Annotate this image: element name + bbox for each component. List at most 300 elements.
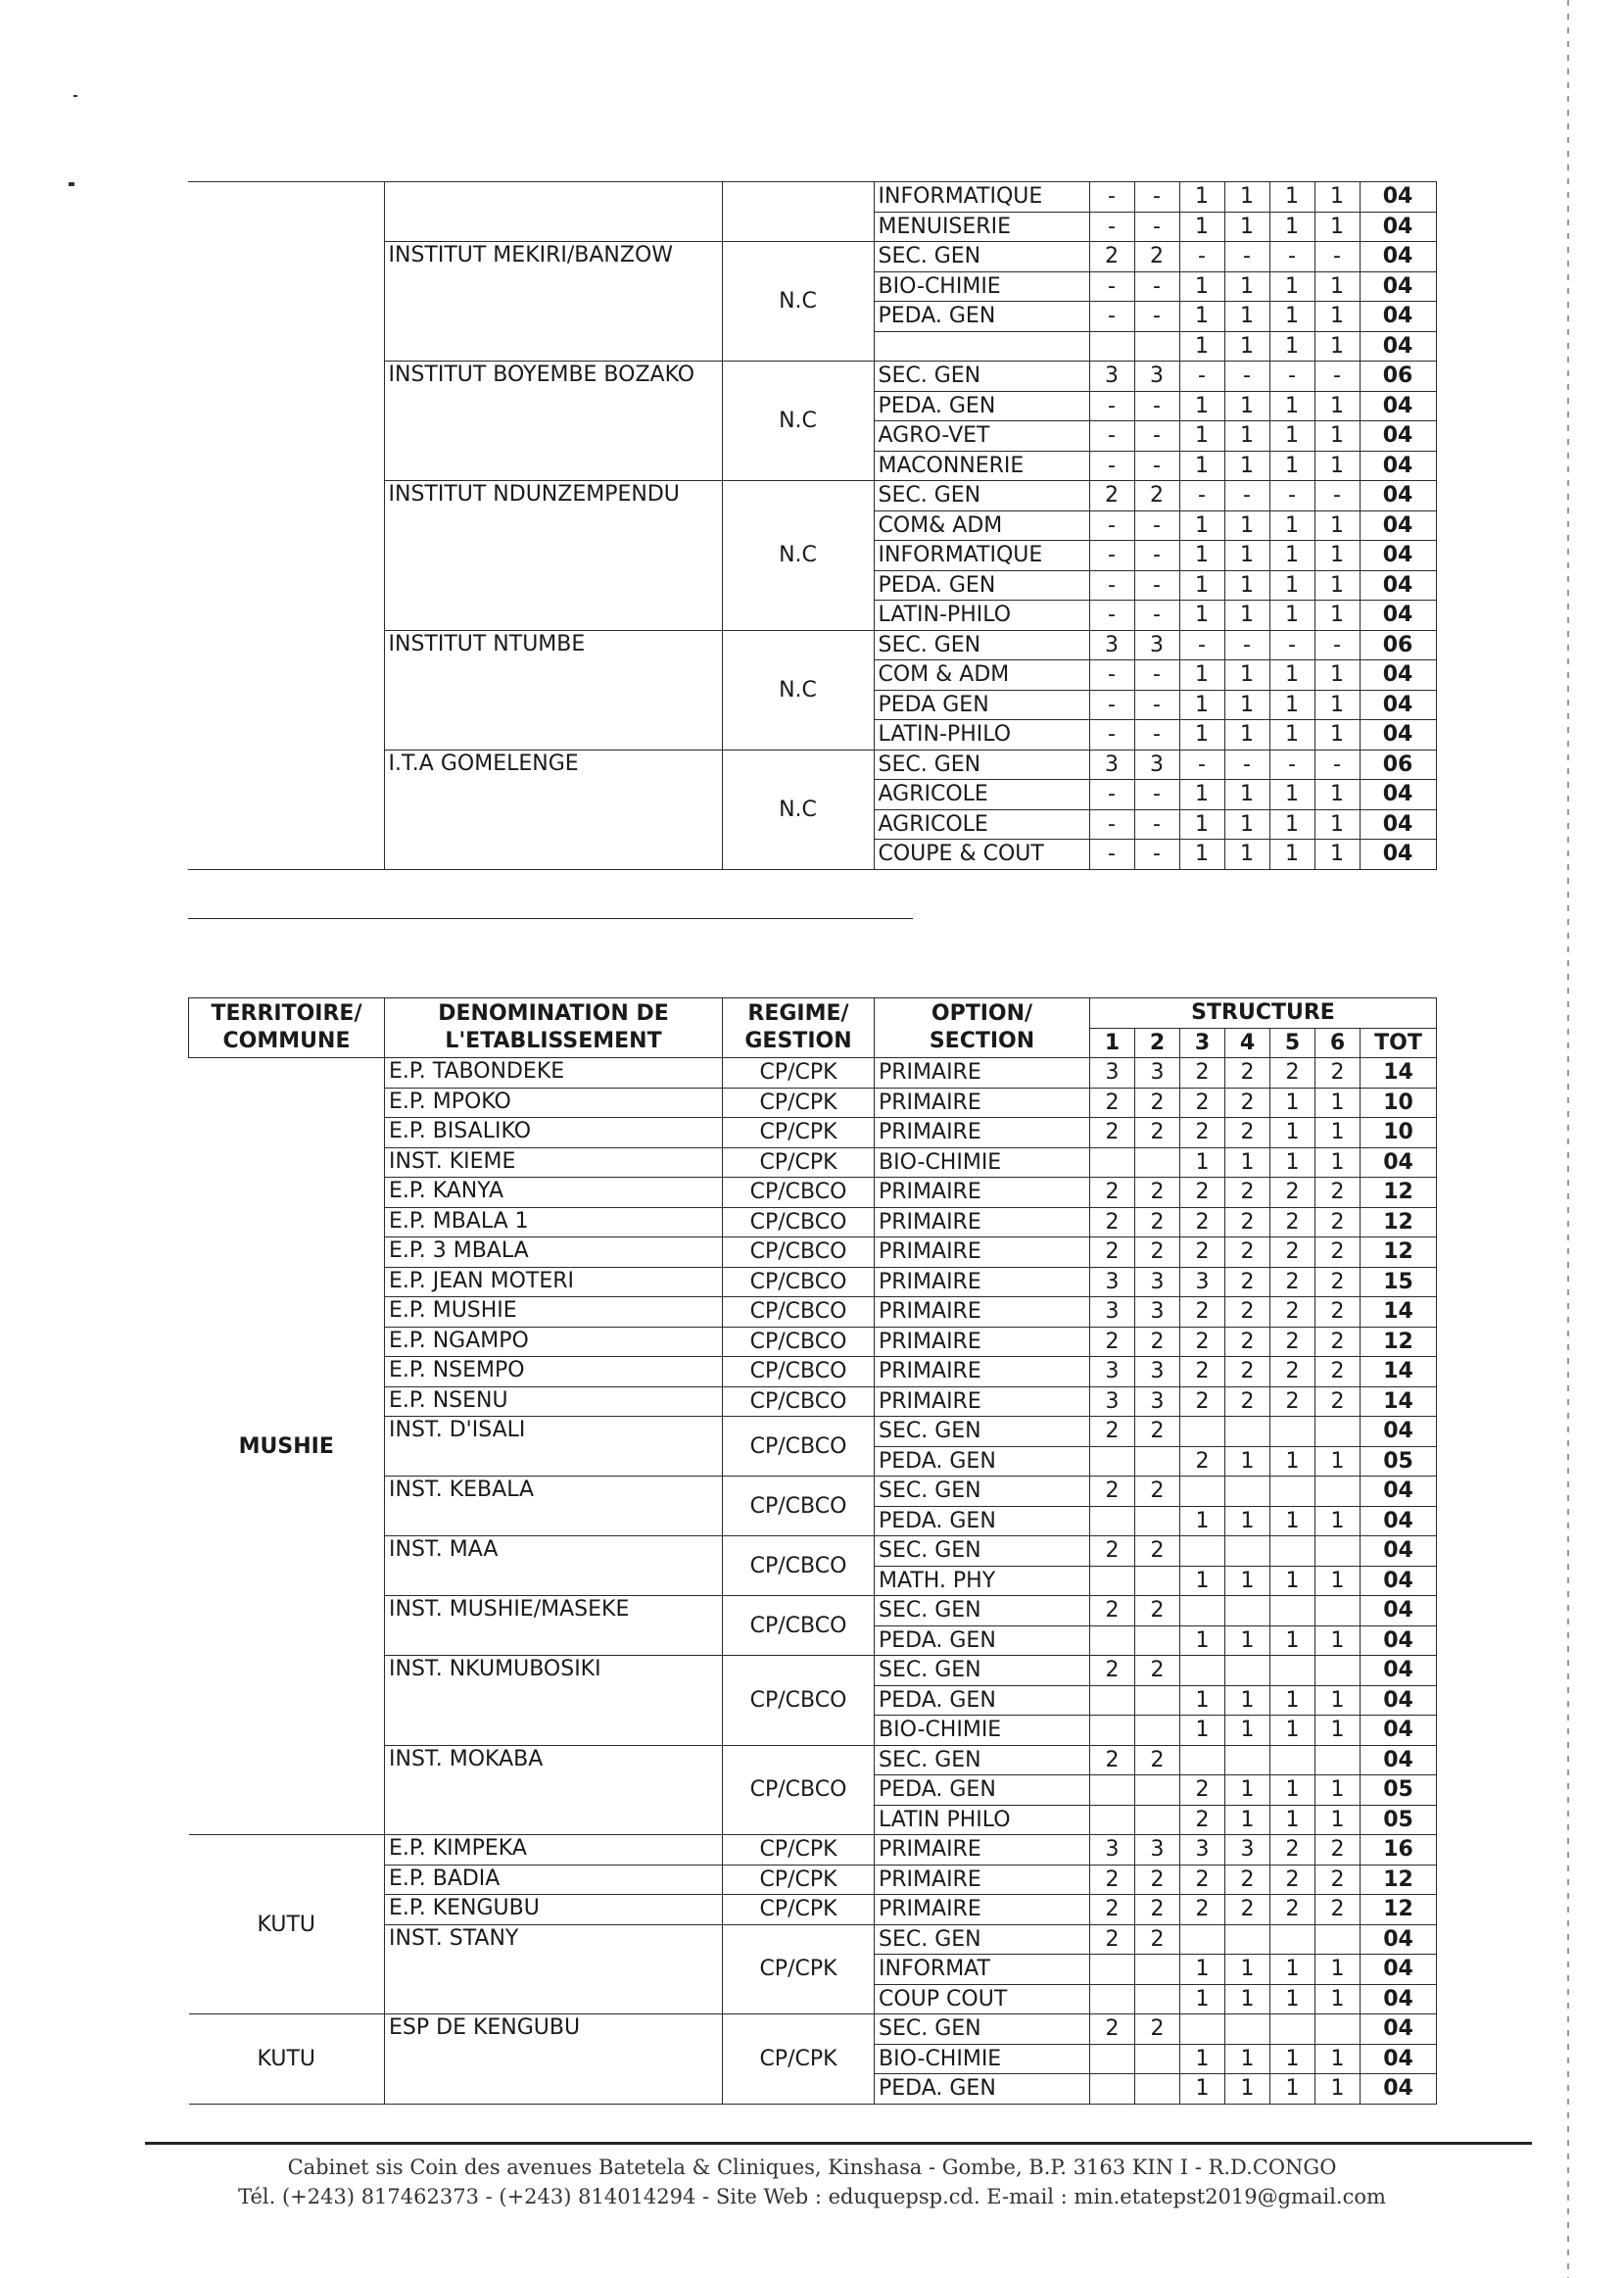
structure-year-5: 2 [1270, 1207, 1315, 1237]
regime-gestion: CP/CPK [723, 1118, 875, 1148]
structure-year-5 [1270, 1596, 1315, 1626]
structure-year-4 [1225, 1477, 1270, 1507]
structure-year-6 [1315, 1417, 1361, 1447]
structure-total: 04 [1361, 1745, 1437, 1775]
structure-year-4: 1 [1224, 690, 1269, 720]
structure-year-2 [1135, 1685, 1180, 1716]
structure-year-3 [1180, 1656, 1225, 1686]
structure-year-6: 2 [1315, 1327, 1361, 1357]
structure-year-3: 2 [1180, 1386, 1225, 1417]
structure-total: 10 [1361, 1088, 1437, 1118]
establishment-name: E.P. NGAMPO [385, 1327, 723, 1357]
structure-year-4: 1 [1224, 421, 1269, 452]
structure-year-2: 2 [1135, 2014, 1180, 2045]
structure-total: 04 [1361, 2074, 1437, 2105]
structure-year-2: 3 [1134, 362, 1179, 392]
structure-year-6: 2 [1315, 1237, 1361, 1268]
structure-year-4: 1 [1224, 541, 1269, 571]
structure-year-6: - [1314, 481, 1360, 511]
structure-year-1 [1090, 1685, 1135, 1716]
structure-year-4: 1 [1224, 302, 1269, 332]
establishment-name: E.P. KANYA [385, 1178, 723, 1208]
structure-year-2: 2 [1134, 481, 1179, 511]
structure-year-1 [1090, 1506, 1135, 1536]
structure-year-3: 2 [1180, 1058, 1225, 1089]
establishment-name [384, 182, 722, 242]
structure-year-6: - [1314, 362, 1360, 392]
structure-total: 04 [1361, 1625, 1437, 1656]
structure-year-6: 2 [1315, 1267, 1361, 1297]
structure-year-4: 1 [1224, 840, 1269, 870]
structure-total: 06 [1360, 630, 1436, 660]
regime-gestion: CP/CPK [723, 1147, 875, 1178]
structure-year-6: 1 [1314, 391, 1360, 421]
structure-year-1: - [1089, 421, 1134, 452]
structure-year-5: 1 [1269, 780, 1314, 810]
structure-total: 04 [1360, 182, 1436, 213]
option-section: SEC. GEN [874, 750, 1089, 780]
structure-year-4 [1225, 1536, 1270, 1567]
structure-year-3: 2 [1180, 1237, 1225, 1268]
regime-gestion: CP/CBCO [723, 1536, 875, 1596]
structure-year-6: 1 [1315, 1685, 1361, 1716]
option-section: AGRICOLE [874, 809, 1089, 840]
structure-year-4: 1 [1224, 182, 1269, 213]
structure-year-6: 1 [1314, 302, 1360, 332]
structure-year-6: 1 [1314, 601, 1360, 631]
structure-year-3: 2 [1180, 1357, 1225, 1387]
structure-year-5: 1 [1270, 1506, 1315, 1536]
regime-gestion: N.C [722, 481, 874, 631]
structure-year-3: 1 [1179, 331, 1224, 362]
structure-year-2: - [1134, 720, 1179, 751]
establishment-name: E.P. MBALA 1 [385, 1207, 723, 1237]
structure-year-5: 1 [1269, 331, 1314, 362]
establishment-name: I.T.A GOMELENGE [384, 750, 722, 869]
option-section: PEDA. GEN [875, 2074, 1090, 2105]
structure-year-3: 1 [1180, 1955, 1225, 1985]
structure-year-6: 1 [1315, 2044, 1361, 2074]
structure-year-4: 1 [1225, 2074, 1270, 2105]
structure-year-6: 1 [1314, 660, 1360, 691]
structure-year-2 [1135, 1625, 1180, 1656]
structure-year-6: 1 [1315, 1716, 1361, 1746]
structure-year-4: 1 [1224, 570, 1269, 601]
header-col-year-2: 2 [1135, 1028, 1180, 1058]
structure-year-3: 1 [1179, 840, 1224, 870]
structure-year-1: 3 [1089, 630, 1134, 660]
establishment-name: E.P. NSEMPO [385, 1357, 723, 1387]
establishment-name: E.P. JEAN MOTERI [385, 1267, 723, 1297]
structure-year-5: 2 [1270, 1895, 1315, 1925]
option-section: COM& ADM [874, 510, 1089, 541]
structure-year-5: 1 [1269, 271, 1314, 302]
structure-year-5 [1270, 1477, 1315, 1507]
table-body [188, 182, 1436, 870]
structure-year-2: - [1134, 809, 1179, 840]
structure-year-4: 2 [1225, 1386, 1270, 1417]
structure-year-2: - [1134, 302, 1179, 332]
structure-total: 04 [1361, 1716, 1437, 1746]
establishment-name: E.P. KIMPEKA [385, 1835, 723, 1866]
establishment-name: INST. MOKABA [385, 1745, 723, 1835]
structure-year-6: - [1314, 630, 1360, 660]
structure-year-2 [1135, 1147, 1180, 1178]
structure-year-5: 1 [1270, 1685, 1315, 1716]
structure-year-5: - [1269, 242, 1314, 272]
option-section: PEDA. GEN [875, 1775, 1090, 1806]
structure-year-6: 1 [1314, 271, 1360, 302]
establishment-name: E.P. MUSHIE [385, 1297, 723, 1328]
structure-year-2 [1135, 2044, 1180, 2074]
structure-year-4 [1225, 1656, 1270, 1686]
structure-table [188, 997, 1437, 2105]
structure-total: 04 [1360, 690, 1436, 720]
structure-year-2: - [1134, 660, 1179, 691]
structure-total: 04 [1361, 1536, 1437, 1567]
option-section: INFORMATIQUE [874, 182, 1089, 213]
structure-year-5: 1 [1269, 541, 1314, 571]
structure-year-5 [1270, 1656, 1315, 1686]
structure-year-1 [1090, 2074, 1135, 2105]
establishment-name: E.P. MPOKO [385, 1088, 723, 1118]
header-col-year-5: 5 [1270, 1028, 1315, 1058]
option-section: SEC. GEN [875, 1656, 1090, 1686]
structure-year-4: 1 [1224, 391, 1269, 421]
structure-year-5: 2 [1270, 1865, 1315, 1895]
structure-year-6: 1 [1314, 421, 1360, 452]
structure-table-continued [188, 181, 1437, 870]
structure-year-5: 1 [1269, 302, 1314, 332]
structure-year-5: 2 [1270, 1327, 1315, 1357]
structure-total: 14 [1361, 1058, 1437, 1089]
structure-year-3 [1180, 1477, 1225, 1507]
structure-total: 12 [1361, 1178, 1437, 1208]
structure-year-2: 2 [1135, 1895, 1180, 1925]
establishment-name: INSTITUT BOYEMBE BOZAKO [384, 362, 722, 481]
structure-year-5: 2 [1270, 1237, 1315, 1268]
structure-year-4: - [1224, 750, 1269, 780]
structure-year-4: 2 [1225, 1267, 1270, 1297]
structure-total: 05 [1361, 1775, 1437, 1806]
structure-year-4 [1225, 1924, 1270, 1955]
structure-year-4: - [1224, 481, 1269, 511]
structure-year-1: - [1089, 780, 1134, 810]
structure-year-1: 3 [1090, 1058, 1135, 1089]
establishment-name: E.P. BISALIKO [385, 1118, 723, 1148]
structure-total: 12 [1361, 1327, 1437, 1357]
option-section: SEC. GEN [875, 2014, 1090, 2045]
option-section: PRIMAIRE [875, 1237, 1090, 1268]
structure-year-2: - [1134, 421, 1179, 452]
option-section: SEC. GEN [875, 1417, 1090, 1447]
structure-year-2: - [1134, 271, 1179, 302]
structure-year-5: 1 [1269, 720, 1314, 751]
header-denomination: DENOMINATION DE L'ETABLISSEMENT [385, 998, 723, 1058]
structure-year-2: 2 [1135, 1207, 1180, 1237]
structure-year-6: - [1314, 242, 1360, 272]
territoire-commune: KUTU [189, 1835, 385, 2014]
structure-year-1: - [1089, 451, 1134, 481]
structure-total: 04 [1360, 242, 1436, 272]
structure-year-2 [1135, 1775, 1180, 1806]
regime-gestion: CP/CPK [723, 1088, 875, 1118]
structure-year-5: 1 [1270, 1566, 1315, 1596]
regime-gestion: N.C [722, 630, 874, 750]
structure-year-6: 1 [1314, 840, 1360, 870]
structure-year-1: - [1089, 271, 1134, 302]
structure-year-2: - [1134, 690, 1179, 720]
structure-year-2: - [1134, 510, 1179, 541]
structure-year-4: 2 [1225, 1058, 1270, 1089]
establishment-name: INST. MUSHIE/MASEKE [385, 1596, 723, 1656]
structure-year-1: - [1089, 182, 1134, 213]
header-structure: STRUCTURE [1090, 998, 1437, 1029]
structure-year-3: 2 [1180, 1178, 1225, 1208]
option-section: MATH. PHY [875, 1566, 1090, 1596]
structure-year-6: 1 [1315, 1625, 1361, 1656]
structure-year-6: 2 [1315, 1835, 1361, 1866]
structure-total: 05 [1361, 1805, 1437, 1835]
structure-year-3: 3 [1180, 1267, 1225, 1297]
header-regime: REGIME/ GESTION [723, 998, 875, 1058]
footer-rule [145, 2142, 1532, 2145]
structure-year-3: 1 [1180, 1716, 1225, 1746]
regime-gestion: CP/CBCO [723, 1178, 875, 1208]
structure-total: 05 [1361, 1446, 1437, 1477]
structure-total: 04 [1360, 510, 1436, 541]
option-section: PEDA. GEN [874, 302, 1089, 332]
structure-total: 04 [1361, 1477, 1437, 1507]
structure-year-3 [1180, 1924, 1225, 1955]
structure-year-4 [1225, 1596, 1270, 1626]
regime-gestion: CP/CBCO [723, 1357, 875, 1387]
structure-year-6: 1 [1315, 1775, 1361, 1806]
option-section: PRIMAIRE [875, 1058, 1090, 1089]
option-section: SEC. GEN [874, 481, 1089, 511]
structure-year-5: 1 [1269, 570, 1314, 601]
regime-gestion: CP/CBCO [723, 1656, 875, 1746]
regime-gestion: CP/CBCO [723, 1386, 875, 1417]
structure-year-2: 2 [1135, 1745, 1180, 1775]
establishment-name: INSTITUT NTUMBE [384, 630, 722, 750]
structure-year-3: 1 [1180, 1685, 1225, 1716]
structure-total: 04 [1360, 391, 1436, 421]
structure-year-5 [1270, 1536, 1315, 1567]
structure-year-1 [1090, 2044, 1135, 2074]
structure-year-3: 1 [1179, 690, 1224, 720]
structure-year-5: 2 [1270, 1058, 1315, 1089]
option-section: SEC. GEN [875, 1477, 1090, 1507]
header-col-total: TOT [1361, 1028, 1437, 1058]
table-row [188, 182, 1436, 213]
structure-year-2: - [1134, 451, 1179, 481]
option-section: COM & ADM [874, 660, 1089, 691]
structure-year-2: 2 [1135, 1865, 1180, 1895]
table-bottom-rule [188, 918, 913, 919]
establishment-name: INSTITUT NDUNZEMPENDU [384, 481, 722, 631]
structure-year-6: 1 [1314, 451, 1360, 481]
option-section: PEDA. GEN [875, 1625, 1090, 1656]
establishment-name: INST. D'ISALI [385, 1417, 723, 1477]
structure-year-1: 2 [1090, 1745, 1135, 1775]
structure-year-1 [1090, 1716, 1135, 1746]
structure-year-3: 1 [1180, 1506, 1225, 1536]
structure-year-2: 3 [1135, 1297, 1180, 1328]
structure-year-1: - [1089, 391, 1134, 421]
structure-year-4: 1 [1225, 1506, 1270, 1536]
structure-year-1: 2 [1089, 481, 1134, 511]
structure-year-4: 1 [1225, 1805, 1270, 1835]
structure-year-3: - [1179, 242, 1224, 272]
structure-year-1 [1090, 1805, 1135, 1835]
structure-year-4: 1 [1225, 1446, 1270, 1477]
option-section: PEDA. GEN [875, 1506, 1090, 1536]
structure-year-3: 2 [1180, 1207, 1225, 1237]
option-section: SEC. GEN [874, 362, 1089, 392]
option-section: COUPE & COUT [874, 840, 1089, 870]
structure-year-1: - [1089, 660, 1134, 691]
establishment-name: E.P. BADIA [385, 1865, 723, 1895]
structure-year-1: 2 [1090, 1895, 1135, 1925]
structure-year-4: 1 [1224, 660, 1269, 691]
structure-year-5: 1 [1270, 2074, 1315, 2105]
structure-year-2: - [1134, 212, 1179, 242]
structure-year-4: 2 [1225, 1237, 1270, 1268]
footer-address: Cabinet sis Coin des avenues Batetela & Cliniques, Kinshasa - Gombe, B.P. 3163 KIN I - R.D.CONGO [287, 2156, 1337, 2179]
structure-total: 04 [1360, 451, 1436, 481]
structure-year-2: - [1134, 541, 1179, 571]
structure-year-5: 1 [1269, 660, 1314, 691]
regime-gestion: CP/CPK [723, 1058, 875, 1089]
structure-year-4: 2 [1225, 1297, 1270, 1328]
structure-year-6 [1315, 1745, 1361, 1775]
structure-year-2: 2 [1135, 1536, 1180, 1567]
option-section: SEC. GEN [874, 242, 1089, 272]
footer-contact: Tél. (+243) 817462373 - (+243) 814014294 - Site Web : eduquepsp.cd. E-mail : min.etatepst2019@gmail.com [238, 2185, 1386, 2208]
structure-year-2 [1135, 1955, 1180, 1985]
structure-year-4: - [1224, 362, 1269, 392]
structure-year-3: 1 [1180, 2074, 1225, 2105]
structure-year-5: 2 [1270, 1386, 1315, 1417]
structure-year-2: 3 [1134, 750, 1179, 780]
structure-year-6 [1315, 1656, 1361, 1686]
table-row [189, 2014, 1437, 2045]
establishment-name: ESP DE KENGUBU [385, 2014, 723, 2105]
structure-year-5 [1270, 1745, 1315, 1775]
structure-year-5: 1 [1269, 601, 1314, 631]
structure-year-5: 1 [1269, 391, 1314, 421]
structure-year-3: 1 [1179, 451, 1224, 481]
structure-year-2 [1135, 1446, 1180, 1477]
option-section: MENUISERIE [874, 212, 1089, 242]
structure-year-6: 1 [1315, 1088, 1361, 1118]
structure-year-5: 1 [1269, 451, 1314, 481]
structure-year-3: 1 [1179, 510, 1224, 541]
structure-year-3: 1 [1179, 541, 1224, 571]
regime-gestion: CP/CBCO [723, 1417, 875, 1477]
option-section: MACONNERIE [874, 451, 1089, 481]
structure-year-3: 1 [1179, 660, 1224, 691]
structure-year-5: 1 [1269, 421, 1314, 452]
structure-year-5: 1 [1270, 1147, 1315, 1178]
structure-total: 04 [1360, 212, 1436, 242]
structure-year-2 [1134, 331, 1179, 362]
option-section: PEDA. GEN [874, 570, 1089, 601]
structure-year-2 [1135, 1716, 1180, 1746]
structure-year-6: 2 [1315, 1058, 1361, 1089]
structure-year-6: 1 [1315, 2074, 1361, 2105]
structure-year-5: - [1269, 630, 1314, 660]
structure-year-1: 2 [1090, 1596, 1135, 1626]
structure-year-4: 2 [1225, 1207, 1270, 1237]
structure-year-1: 3 [1090, 1357, 1135, 1387]
structure-total: 04 [1360, 421, 1436, 452]
structure-year-1: 2 [1090, 1924, 1135, 1955]
structure-year-4: 2 [1225, 1178, 1270, 1208]
structure-year-2: 2 [1135, 1924, 1180, 1955]
structure-total: 04 [1361, 1984, 1437, 2014]
structure-year-4: 1 [1224, 780, 1269, 810]
structure-year-3: 2 [1180, 1327, 1225, 1357]
structure-year-6: 1 [1314, 541, 1360, 571]
structure-year-2 [1135, 1566, 1180, 1596]
structure-total: 04 [1360, 331, 1436, 362]
structure-total: 14 [1361, 1386, 1437, 1417]
structure-year-2: - [1134, 601, 1179, 631]
structure-total: 04 [1361, 1417, 1437, 1447]
structure-year-1 [1090, 1147, 1135, 1178]
structure-year-3: 2 [1180, 1895, 1225, 1925]
structure-total: 15 [1361, 1267, 1437, 1297]
structure-year-6: 1 [1315, 1446, 1361, 1477]
structure-year-1: 3 [1090, 1297, 1135, 1328]
structure-year-3: - [1179, 750, 1224, 780]
structure-year-1: 3 [1089, 750, 1134, 780]
structure-year-3: - [1179, 362, 1224, 392]
structure-total: 04 [1360, 660, 1436, 691]
structure-year-2 [1135, 1506, 1180, 1536]
structure-year-4 [1225, 2014, 1270, 2045]
structure-total: 04 [1361, 2044, 1437, 2074]
structure-total: 04 [1360, 570, 1436, 601]
structure-year-1 [1090, 1775, 1135, 1806]
structure-year-4: 1 [1224, 212, 1269, 242]
structure-year-1 [1090, 1566, 1135, 1596]
option-section: SEC. GEN [875, 1596, 1090, 1626]
option-section: PRIMAIRE [875, 1865, 1090, 1895]
structure-year-4: 2 [1225, 1088, 1270, 1118]
structure-year-5: 2 [1270, 1267, 1315, 1297]
option-section: LATIN-PHILO [874, 720, 1089, 751]
structure-year-4: 1 [1225, 1685, 1270, 1716]
structure-year-3: 1 [1180, 1984, 1225, 2014]
structure-year-3: 1 [1179, 780, 1224, 810]
establishment-name: INST. MAA [385, 1536, 723, 1596]
structure-year-3: 1 [1179, 601, 1224, 631]
structure-year-3: 3 [1180, 1835, 1225, 1866]
structure-year-5: 2 [1270, 1178, 1315, 1208]
header-col-year-1: 1 [1090, 1028, 1135, 1058]
structure-year-5: - [1269, 750, 1314, 780]
establishment-name: INST. NKUMUBOSIKI [385, 1656, 723, 1746]
structure-year-5: 1 [1269, 809, 1314, 840]
structure-year-6: 1 [1314, 331, 1360, 362]
option-section: PRIMAIRE [875, 1357, 1090, 1387]
structure-year-5: 1 [1269, 510, 1314, 541]
option-section: BIO-CHIMIE [874, 271, 1089, 302]
option-section: PRIMAIRE [875, 1178, 1090, 1208]
